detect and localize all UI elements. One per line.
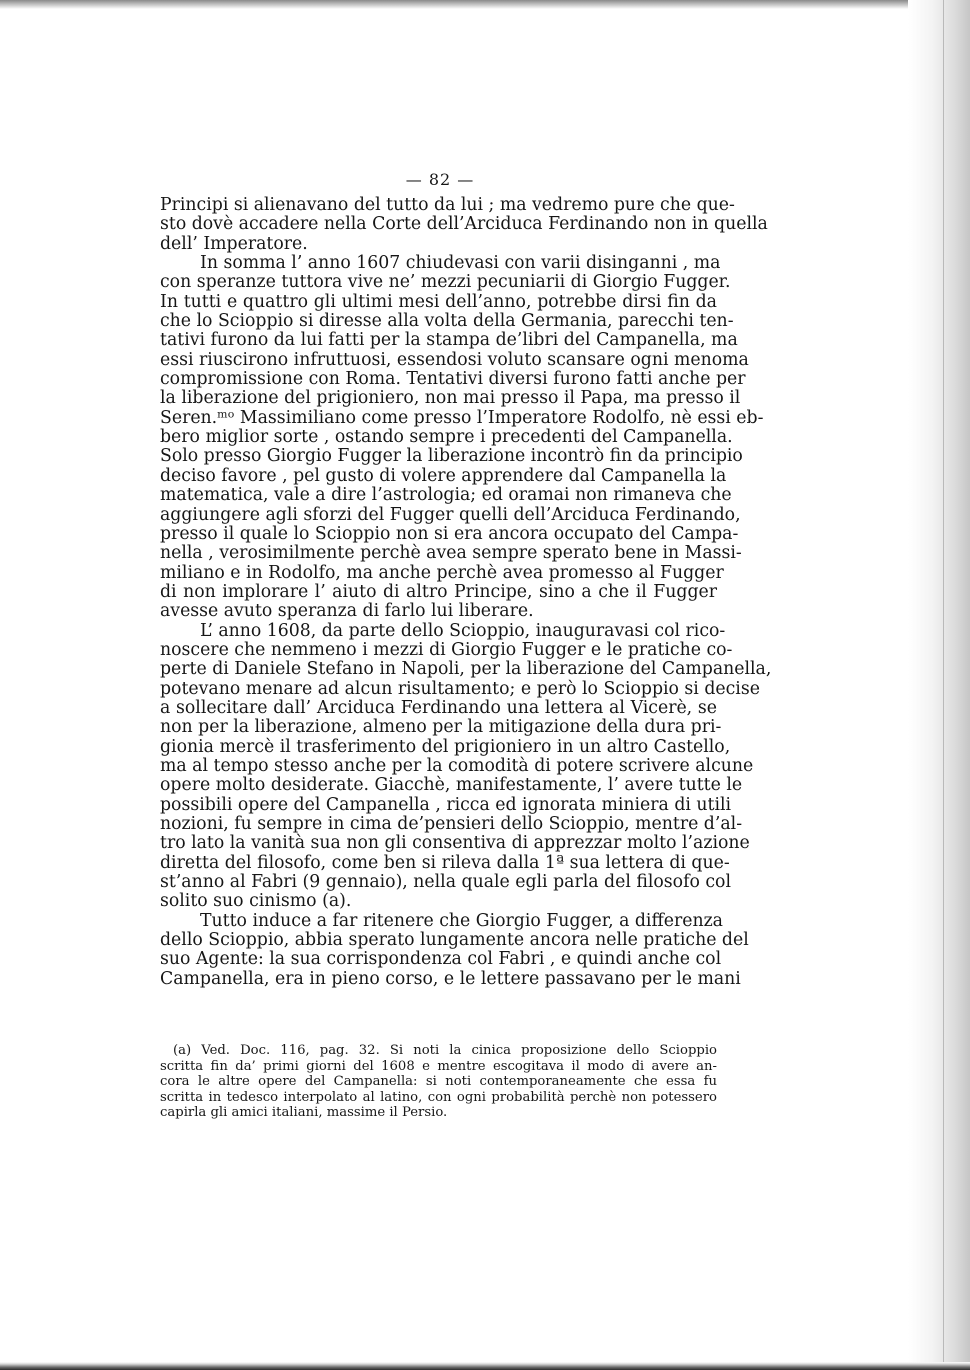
body-line: Solo presso Giorgio Fugger la liberazione incontrò fin da principio xyxy=(160,446,743,467)
body-line: dell’ Imperatore. xyxy=(160,233,308,254)
body-line: ma al tempo stesso anche per la comodità di potere scrivere alcune xyxy=(160,755,754,776)
footnote-line: capirla gli amici italiani, massime il Persio. xyxy=(160,1105,448,1120)
body-line: nella , verosimilmente perchè avea sempre sperato bene in Massi- xyxy=(160,543,742,564)
body-line: presso il quale lo Scioppio non si era ancora occupato del Campa- xyxy=(160,523,739,544)
body-line: noscere che nemmeno i mezzi di Giorgio Fugger e le pratiche co- xyxy=(160,639,733,660)
page-number: — 82 — xyxy=(405,170,475,189)
body-line: st’anno al Fabri (9 gennaio), nella quale egli parla del filosofo col xyxy=(160,872,731,893)
body-line: opere molto desiderate. Giacchè, manifestamente, l’ avere tutte le xyxy=(160,775,743,796)
body-line: tativi furono da lui fatti per la stampa de’libri del Campanella, ma xyxy=(160,330,738,351)
scan-right-edge xyxy=(908,0,970,1370)
body-text xyxy=(160,195,772,989)
body-line: suo Agente: la sua corrispondenza col Fabri , e quindi anche col xyxy=(160,949,722,970)
body-line: compromissione con Roma. Tentativi diversi furono fatti anche per xyxy=(160,369,746,390)
body-line: la liberazione del prigioniero, non mai presso il Papa, ma presso il xyxy=(160,388,741,409)
body-line: In somma l’ anno 1607 chiudevasi con varii disinganni , ma xyxy=(200,253,721,274)
footnote-line: scritta fin da’ primi giorni del 1608 e mentre escogitava il modo di avere an- xyxy=(160,1058,717,1074)
body-line: gionia mercè il trasferimento del prigioniero in un altro Castello, xyxy=(160,736,731,757)
body-line: deciso favore , pel gusto di volere apprendere dal Campanella la xyxy=(160,465,727,486)
footnote-line: (a) Ved. Doc. 116, pag. 32. Si noti la cinica proposizione dello Scioppio xyxy=(173,1043,717,1058)
body-line: a sollecitare dall’ Arciduca Ferdinando una lettera al Vicerè, se xyxy=(160,697,717,718)
body-line: Tutto induce a far ritenere che Giorgio Fugger, a differenza xyxy=(200,910,723,931)
page-fold-line xyxy=(943,0,944,1370)
body-line: matematica, vale a dire l’astrologia; ed oramai non rimaneva che xyxy=(160,485,732,506)
footnote-line: cora le altre opere del Campanella: si noti contemporaneamente che essa fu xyxy=(160,1074,717,1089)
body-line: potevano menare ad alcun risultamento; e però lo Scioppio si decise xyxy=(160,678,760,699)
body-line: essi riuscirono infruttuosi, essendosi voluto scansare ogni menoma xyxy=(160,349,749,370)
body-line: possibili opere del Campanella , ricca ed ignorata miniera di utili xyxy=(160,794,732,815)
scan-bottom-edge xyxy=(0,1362,970,1370)
body-line: non per la liberazione, almeno per la mitigazione della dura pri- xyxy=(160,717,722,738)
footnote xyxy=(160,1043,717,1121)
body-line: diretta del filosofo, come ben si rileva dalla 1ª sua lettera di que- xyxy=(160,852,730,873)
body-line: che lo Scioppio si diresse alla volta della Germania, parecchi ten- xyxy=(160,311,734,332)
body-line: tro lato la vanità sua non gli consentiva di apprezzar molto l’azione xyxy=(160,833,750,854)
body-line: sto dovè accadere nella Corte dell’Arciduca Ferdinando non in quella xyxy=(160,214,768,235)
body-line: di non implorare l’ aiuto di altro Principe, sino a che il Fugger xyxy=(160,581,717,602)
body-line: Campanella, era in pieno corso, e le lettere passavano per le mani xyxy=(160,968,741,989)
body-line: perte di Daniele Stefano in Napoli, per la liberazione del Campanella, xyxy=(160,659,772,680)
body-line: miliano e in Rodolfo, ma anche perchè avea promesso al Fugger xyxy=(160,562,724,583)
body-line: dello Scioppio, abbia sperato lungamente ancora nelle pratiche del xyxy=(160,930,749,951)
body-line: con speranze tuttora vive ne’ mezzi pecuniarii di Giorgio Fugger. xyxy=(160,272,731,293)
body-line: avesse avuto speranza di farlo lui liberare. xyxy=(160,601,534,622)
footnote-line: scritta in tedesco interpolato al latino, con ogni probabilità perchè non potessero xyxy=(160,1089,717,1105)
body-line: nozioni, fu sempre in cima de’pensieri dello Scioppio, mentre d’al- xyxy=(160,814,743,834)
body-line: In tutti e quattro gli ultimi mesi dell’anno, potrebbe dirsi fin da xyxy=(160,291,717,312)
body-line: Seren.ᵐᵒ Massimiliano come presso l’Imperatore Rodolfo, nè essi eb- xyxy=(160,407,764,428)
body-line: Principi si alienavano del tutto da lui ; ma vedremo pure che que- xyxy=(160,195,735,215)
scan-top-edge xyxy=(0,0,970,9)
body-line: aggiungere agli sforzi del Fugger quelli dell’Arciduca Ferdinando, xyxy=(160,504,741,525)
body-line: L’ anno 1608, da parte dello Scioppio, inauguravasi col rico- xyxy=(200,620,726,641)
body-line: bero miglior sorte , ostando sempre i precedenti del Campanella. xyxy=(160,427,733,448)
body-line: solito suo cinismo (a). xyxy=(160,891,352,912)
